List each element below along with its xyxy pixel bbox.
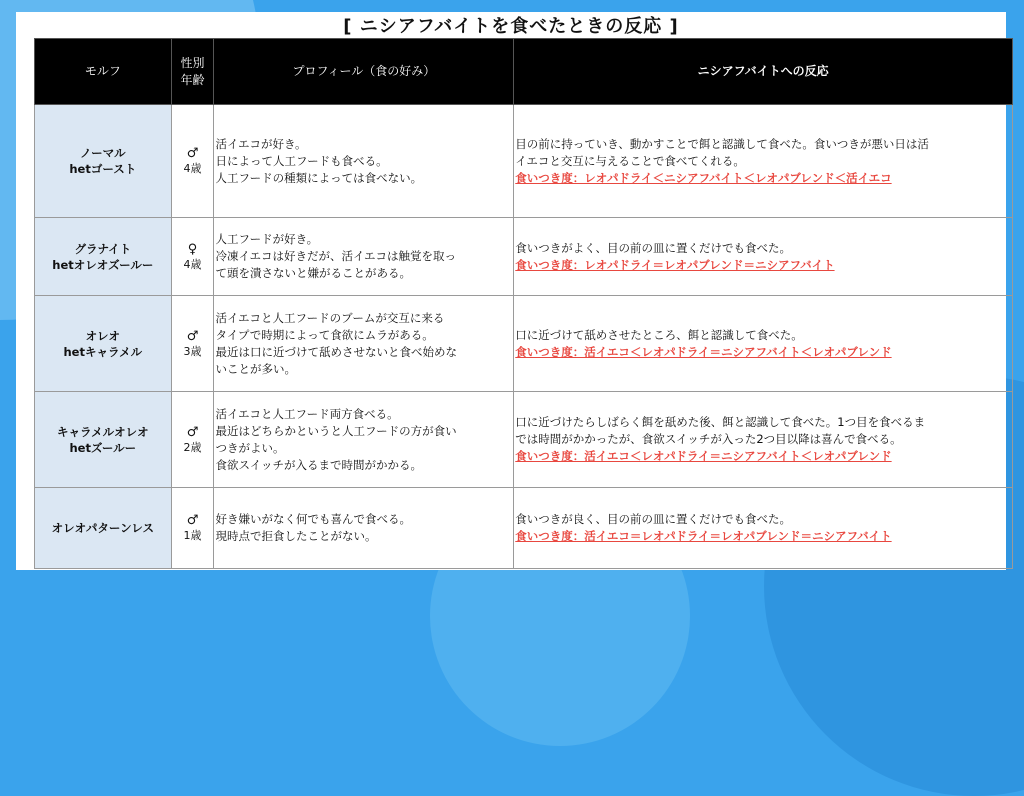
age-text: 1歳 (183, 529, 202, 542)
table-row (35, 392, 1013, 488)
reaction-cell (514, 218, 1013, 296)
morph-cell (35, 392, 172, 488)
table-row (35, 105, 1013, 218)
sex-age-cell (171, 105, 214, 218)
profile-cell (214, 105, 514, 218)
profile-cell (214, 218, 514, 296)
sex-age-cell (171, 218, 214, 296)
sex-symbol: ♂ (186, 513, 199, 528)
age-text: 2歳 (183, 440, 202, 454)
profile-line: 現時点で拒食したことがない。 (215, 529, 377, 543)
profile-line: 活イエコが好き。 (215, 136, 307, 151)
rating-text: 食いつき度：レオパドライ＜ニシアフバイト＜レオパブレンド＜活イエコ (515, 170, 892, 185)
sex-symbol: ♂ (186, 146, 199, 161)
table-header-row (35, 39, 1013, 105)
header-reaction: ニシアフバイトへの反応 (514, 39, 1013, 105)
reaction-line: イエコと交互に与えることで食べてくれる。 (515, 153, 745, 168)
morph-het: hetゴースト (69, 162, 137, 176)
morph-name: キャラメルオレオ (56, 424, 149, 439)
reaction-line: 目の前に持っていき、動かすことで餌と認識して食べた。食いつきが悪い日は活 (515, 136, 929, 151)
sex-symbol: ♀ (187, 241, 198, 257)
rating-text: 食いつき度：活イエコ＜レオパドライ＝ニシアフバイト＜レオパブレンド (515, 449, 892, 463)
sex-age-cell (171, 392, 214, 488)
morph-cell (35, 296, 172, 392)
sex-symbol: ♂ (186, 424, 199, 440)
reaction-cell (514, 105, 1013, 218)
profile-cell (214, 488, 514, 569)
rating-text: 食いつき度：活イエコ＝レオパドライ＝レオパブレンド＝ニシアフバイト (515, 529, 892, 543)
morph-name: グラナイト (74, 241, 132, 256)
header-sex-age (171, 39, 214, 105)
reaction-table (34, 38, 1013, 569)
age-text: 3歳 (183, 344, 202, 358)
profile-line: 日によって人工フードも食べる。 (215, 153, 388, 168)
table-row (35, 488, 1013, 569)
profile-line: つきがよい。 (215, 440, 285, 455)
reaction-line: では時間がかかったが、食欲スイッチが入った2つ目以降は喜んで食べる。 (515, 432, 902, 446)
rating-text: 食いつき度：活イエコ＜レオパドライ＝ニシアフバイト＜レオパブレンド (515, 344, 892, 359)
profile-line: いことが多い。 (215, 361, 296, 376)
reaction-cell (514, 296, 1013, 392)
reaction-line: 食いつきがよく、目の前の皿に置くだけでも食べた。 (515, 240, 792, 255)
profile-line: 最近は口に近づけて舐めさせないと食べ始めな (215, 344, 457, 359)
profile-line: て頭を潰さないと嫌がることがある。 (215, 266, 411, 280)
age-text: 4歳 (183, 162, 202, 175)
profile-line: 最近はどちらかというと人工フードの方が食い (215, 423, 457, 438)
morph-het: hetオレオズールー (52, 257, 154, 272)
morph-cell (35, 218, 172, 296)
profile-cell (214, 296, 514, 392)
reaction-cell (514, 392, 1013, 488)
profile-line: 冷凍イエコは好きだが、活イエコは触覚を取っ (215, 249, 457, 263)
sex-symbol: ♂ (186, 328, 199, 344)
header-profile: プロフィール（食の好み） (214, 39, 514, 105)
profile-line: 人工フードが好き。 (215, 232, 319, 246)
table-row (35, 296, 1013, 392)
document-sheet (16, 12, 1006, 570)
table-row (35, 218, 1013, 296)
morph-cell (35, 488, 172, 569)
age-text: 4歳 (183, 257, 202, 271)
morph-name: オレオパターンレス (51, 521, 155, 535)
profile-line: タイプで時期によって食欲にムラがある。 (215, 327, 434, 342)
profile-line: 人工フードの種類によっては食べない。 (215, 170, 423, 185)
sex-age-cell (171, 296, 214, 392)
morph-name: オレオ (85, 328, 121, 343)
morph-name: ノーマル (79, 146, 126, 160)
profile-line: 好き嫌いがなく何でも喜んで食べる。 (215, 512, 411, 526)
morph-cell (35, 105, 172, 218)
profile-line: 活イエコと人工フード両方食べる。 (215, 406, 399, 421)
profile-line: 食欲スイッチが入るまで時間がかかる。 (215, 457, 423, 472)
reaction-line: 口に近づけて舐めさせたところ、餌と認識して食べた。 (515, 327, 803, 342)
reaction-line: 口に近づけたらしばらく餌を舐めた後、餌と認識して食べた。1つ目を食べるま (515, 415, 926, 429)
reaction-cell (514, 488, 1013, 569)
morph-het: hetズールー (69, 440, 137, 455)
header-sex: 性別 (180, 55, 205, 70)
profile-line: 活イエコと人工フードのブームが交互に来る (215, 310, 445, 325)
header-morph: モルフ (35, 39, 172, 105)
sex-age-cell (171, 488, 214, 569)
profile-cell (214, 392, 514, 488)
reaction-line: 食いつきが良く、目の前の皿に置くだけでも食べた。 (515, 512, 792, 526)
rating-text: 食いつき度：レオパドライ＝レオパブレンド＝ニシアフバイト (515, 257, 835, 272)
morph-het: hetキャラメル (63, 344, 143, 359)
page-title: [ ニシアフバイトを食べたときの反応 ] (343, 16, 679, 37)
header-age: 年齢 (180, 72, 205, 87)
